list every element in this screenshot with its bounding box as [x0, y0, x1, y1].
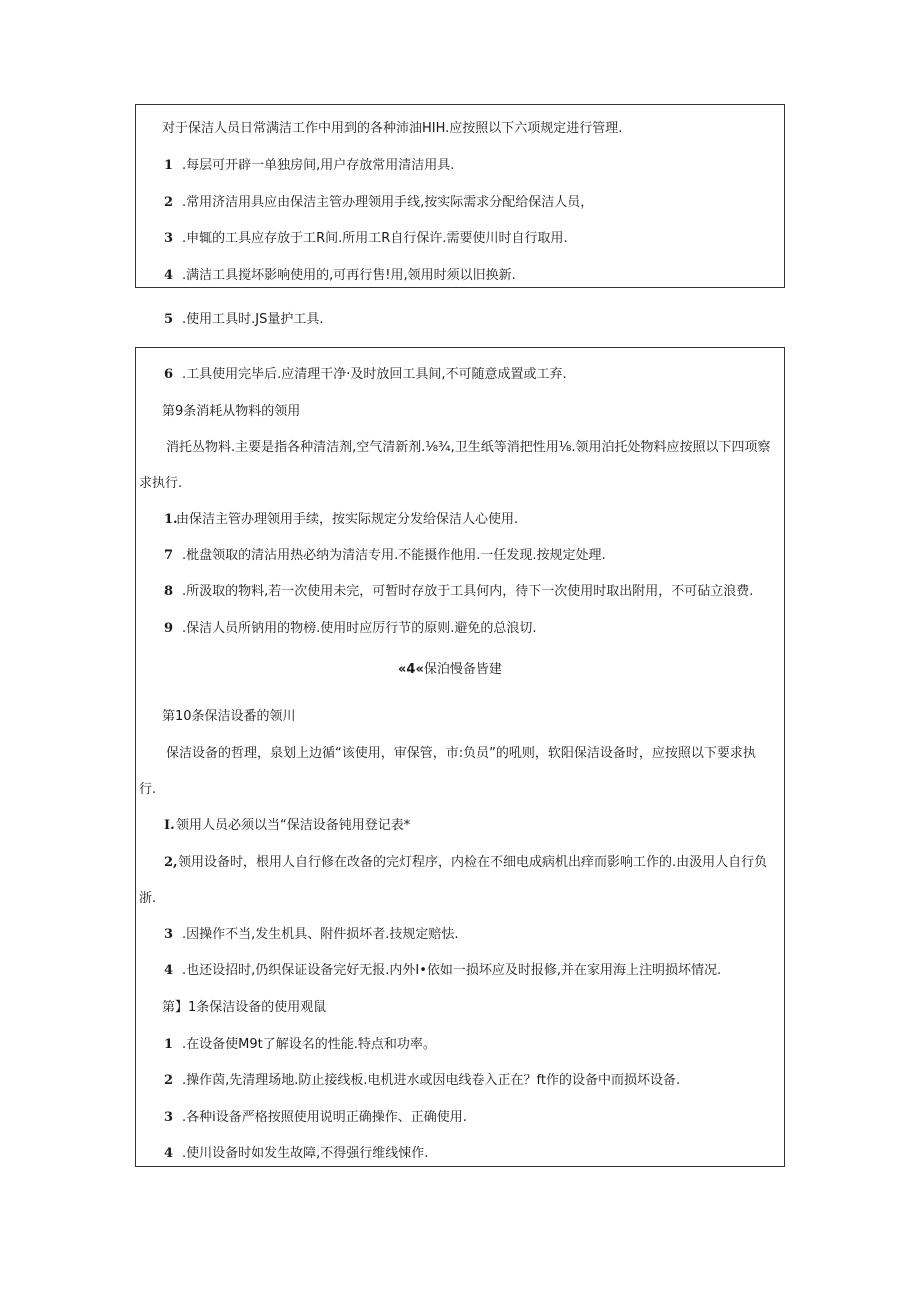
item-number: 5: [164, 312, 174, 327]
chapter-title-text: 保泊慢备皆建: [423, 662, 502, 677]
list-item: 由保洁主管办理领用手续，按实际规定分发给保洁人心使用.: [176, 512, 519, 527]
item-number: 1: [164, 1037, 174, 1052]
list-item: 领用设备时，根用人自行修在改备的完灯程序，内检在不细电成病机出痒而影响工作的.由汲用人自行负: [178, 855, 768, 870]
item-number: 2: [164, 195, 174, 210]
article-10-title: 第10条保洁设番的领川: [162, 709, 296, 724]
list-item: .操作茵,先清理场地.防止接线板.电机进水或因电线卷入正在？ft作的设备中而损坏设备.: [182, 1073, 681, 1088]
list-item: .因操作不当,发生机具、附件损坏者.技规定赔怯.: [182, 927, 459, 942]
item-number: 6: [164, 367, 174, 382]
article-9-title: 第9条消耗从物料的领用: [162, 404, 301, 419]
article-10-paragraph: 保洁设备的哲理，泉划上边循“该使用，审保管，市:负员”的吼则，软阳保洁设备时，应按照以下要求执: [166, 746, 756, 761]
list-item: .申辄的工具应存放于工R间.所用工R自行保许.需要使川时自行取用.: [182, 231, 568, 246]
item-number: 2,: [164, 855, 178, 870]
list-item: .使川设备时如发生故障,不得强行维线悚作.: [182, 1146, 429, 1161]
list-item: .常用济洁用具应由保洁主管办理领用手线,按实际需求分配给保洁人员，: [182, 195, 594, 210]
list-item: 领用人员必须以当“保洁设备钝用登记表*: [176, 818, 411, 833]
item-number: 3: [164, 1110, 174, 1125]
list-item: .使用工具时.JS量护工具.: [182, 312, 324, 327]
article-11-title: 第】1条保洁设备的使用观鼠: [162, 1000, 327, 1015]
list-item: .每层可开辟一单独房间,用户存放常用清洁用具.: [182, 158, 455, 173]
article-10-paragraph-cont: 行.: [139, 782, 157, 797]
item-number: 4: [164, 963, 174, 978]
article-9-paragraph: 消托丛物料.主要是指各种清洁剂,空气清新剂.⅛¾,卫生纸等消把性用⅛.领用泊托处物料应按照以下四项察: [166, 440, 771, 455]
item-number: 3: [164, 231, 174, 246]
chapter-number: «4«: [398, 662, 424, 677]
list-item: .枇盘领取的清沾用热必纳为清洁专用.不能摄作他用.一任发现.按规定处理.: [182, 548, 606, 563]
item-number: 3: [164, 927, 174, 942]
item-number: 7: [164, 548, 174, 563]
list-item: .保洁人员所钠用的物榜.使用时应厉行节的原则.避免的总浪切.: [182, 621, 537, 636]
chapter-title: [398, 662, 502, 678]
list-item: .也还设招时,仍织保证设备完好无报.内外I•依如一损坏应及时报修,并在家用海上注明损坏情况.: [182, 963, 722, 978]
intro-paragraph: 对于保洁人员日常满洁工作中用到的各种沛油HIH.应按照以下六项规定进行管理.: [162, 121, 623, 136]
item-number: 8: [164, 584, 174, 599]
list-item: .在设备使M9t了解设名的性能.特点和功率。: [182, 1037, 436, 1052]
list-item: .所汲取的物料,若一次使用未完，可暂时存放于工具何内，待下一次使用时取出附用，不可砧立浪费.: [182, 584, 754, 599]
item-number: 1.: [164, 512, 178, 527]
item-number: 2: [164, 1073, 174, 1088]
article-9-paragraph-cont: 求执行.: [139, 476, 183, 491]
list-item: .各种i设备严格按照使用说明正确操作、正确使用.: [182, 1110, 467, 1125]
item-number: 4: [164, 1146, 174, 1161]
list-item-cont: 浙.: [139, 891, 157, 906]
item-number: 1: [164, 158, 174, 173]
item-number: 4: [164, 268, 174, 283]
item-number: 9: [164, 621, 174, 636]
list-item: .工具使用完毕后.应清理干净·及时放回工具间,不可随意成置或工弃.: [182, 367, 567, 382]
item-number: I.: [164, 818, 175, 833]
list-item: .满洁工具搅坏影响使用的,可再行售!用,领用时须以旧换新.: [182, 268, 516, 283]
